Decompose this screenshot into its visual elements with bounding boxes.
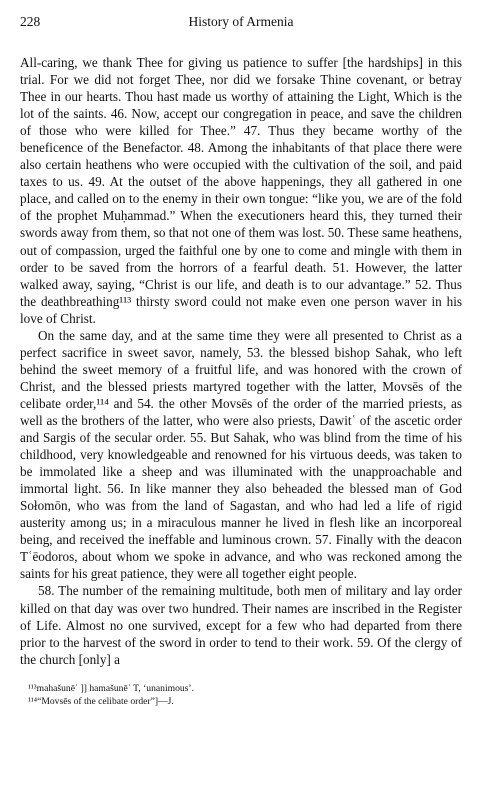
paragraph-3: 58. The number of the remaining multitude, both men of military and lay order killed on that day was over two hundred. Their names are inscribed in the Register of Life. Almost no one survived, except for a few who had departed from there prior to the harvest of the sword in order to tend to their work. 59. Of the clergy of the church [only] a [20,583,462,667]
paragraph-2: On the same day, and at the same time they were all presented to Christ as a perfect sacrifice in sweet savor, namely, 53. the blessed bishop Sahak, who left behind the sweet memory of a fruitful life, and was honored with the crown of Christ, and the blessed priests martyred together with the latter, Movsēs of the celibate order,¹¹⁴ and 54. the other Movsēs of the order of the married priests, as well as the brothers of the latter, who were also priests, Dawitʿ of the ascetic order and Sargis of the secular order. 55. But Sahak, who was blind from the time of his childhood, very knowledgeable and renowned for his virtuous deeds, was taken to be immolated like a sheep and was illuminated with the unapproachable and immortal light. 56. In like manner they also beheaded the blessed man of God Sołomōn, who was from the land of Sagastan, and who had led a life of rigid austerity among us; in a miraculous manner he lived in flesh like an incorporeal being, and received the ineffable and luminous crown. 57. Finally with the deacon Tʿēodoros, about whom we spoke in advance, and who was reckoned among the saints for his great patience, they were all together eight people. [20,327,462,582]
paragraph-1: All-caring, we thank Thee for giving us patience to suffer [the hardships] in this trial. For we did not forget Thee, nor did we forsake Thine covenant, or betray Thee in our hearts. Thou hast made us worthy of attaining the Light, Which is the lot of the saints. 46. Now, accept our congregation in peace, and save the children of those who were killed for Thee.” 47. Thus they became worthy of the beneficence of the Benefactor. 48. Among the inhabitants of that place there were also certain heathens who were occupied with the cultivation of the soil, and paid taxes to us. 49. At the outset of the above happenings, they all gathered in one place, and called on to the enemy in their own tongue: “like you, we are of the fold of the prophet Muḥammad.” When the executioners heard this, they turned their swords away from them, so that not one of them was lost. 50. These same heathens, out of compassion, urged the faithful one by one to come and mingle with them in order to be saved from the horrors of a fearful death. 51. However, the latter walked away, saying, “Christ is our life, and death is to our advantage.” 52. Thus the deathbreathing¹¹³ thirsty sword could not make even one person waver in his love of Christ. [20,55,462,326]
page-header [20,14,462,32]
page-number: 228 [20,14,41,29]
footnote-114: ¹¹⁴“Movsēs of the celibate order”]—J. [28,696,174,708]
body-text [20,54,462,668]
book-page [20,14,462,709]
footnotes [20,682,462,709]
footnote-113: ¹¹³mahašunēʿ ]] hamašunēʿ T, ‘unanimous’. [28,682,194,694]
running-title: History of Armenia [188,14,294,29]
